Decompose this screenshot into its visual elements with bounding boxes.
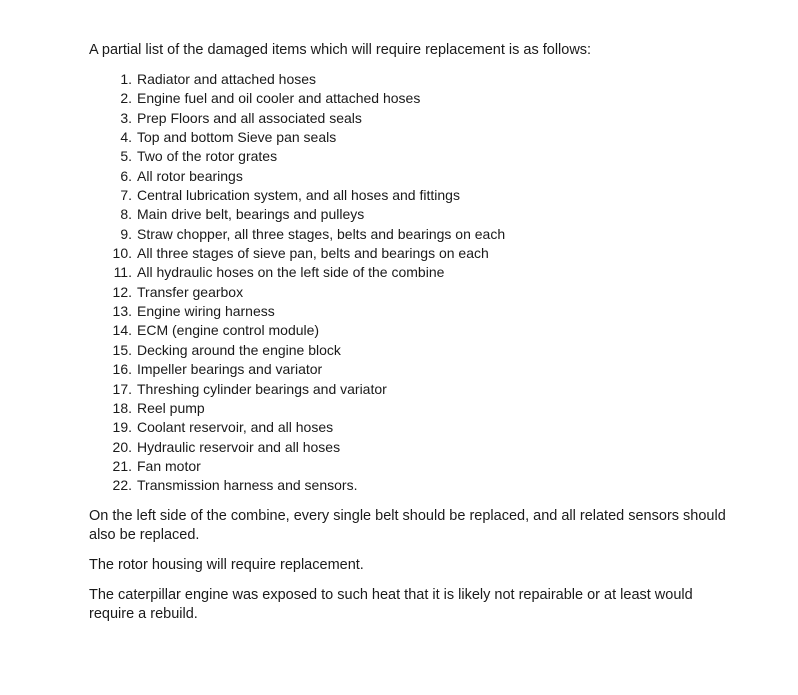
belts-paragraph: On the left side of the combine, every single belt should be replaced, and all related sensors should also be replaced. [89, 507, 726, 543]
list-item [89, 283, 729, 302]
list-item-text: Top and bottom Sieve pan seals [137, 129, 337, 146]
list-item [89, 476, 729, 495]
list-item-number: 16. [112, 361, 132, 378]
intro-paragraph: A partial list of the damaged items which will require replacement is as follows: [89, 42, 592, 58]
list-item-number: 19. [112, 419, 132, 436]
list-item [89, 70, 729, 89]
list-item [89, 380, 729, 399]
list-item-number: 5. [120, 148, 132, 165]
list-item-text: Engine wiring harness [137, 303, 275, 320]
list-item-text: Hydraulic reservoir and all hoses [137, 438, 341, 455]
list-item-number: 9. [120, 225, 132, 242]
list-item [89, 205, 729, 224]
list-item [89, 302, 729, 321]
list-item-number: 21. [112, 457, 132, 474]
engine-paragraph: The caterpillar engine was exposed to such heat that it is likely not repairable or at least would require a rebuild. [89, 586, 693, 622]
list-item-number: 15. [112, 341, 132, 358]
list-item-number: 17. [112, 380, 132, 397]
list-item-text: Engine fuel and oil cooler and attached hoses [137, 90, 421, 107]
list-item-text: All hydraulic hoses on the left side of the combine [137, 264, 445, 281]
list-item [89, 167, 729, 186]
list-item-number: 11. [113, 264, 132, 281]
list-item-text: All three stages of sieve pan, belts and bearings on each [137, 245, 489, 262]
list-item [89, 418, 729, 437]
list-item-text: Central lubrication system, and all hoses and fittings [137, 187, 460, 204]
list-item-number: 3. [120, 109, 132, 126]
list-item-number: 18. [112, 399, 132, 416]
rotor-housing-paragraph: The rotor housing will require replacement. [89, 556, 364, 573]
list-item-number: 20. [112, 438, 132, 455]
list-item [89, 186, 729, 205]
list-item-number: 2. [120, 90, 132, 107]
list-item-text: All rotor bearings [137, 167, 243, 184]
list-item-number: 14. [112, 322, 132, 339]
list-item-number: 22. [112, 477, 132, 494]
list-item-text: Prep Floors and all associated seals [137, 109, 362, 126]
list-item-text: ECM (engine control module) [137, 322, 320, 339]
list-item-number: 7. [120, 187, 132, 204]
list-item [89, 128, 729, 147]
list-item [89, 360, 729, 379]
list-item-text: Radiator and attached hoses [137, 71, 317, 87]
list-item-text: Main drive belt, bearings and pulleys [137, 206, 365, 223]
list-item-text: Coolant reservoir, and all hoses [137, 419, 334, 436]
list-item [89, 89, 729, 108]
list-item-text: Transmission harness and sensors. [137, 477, 358, 494]
list-item [89, 341, 729, 360]
list-item [89, 147, 729, 166]
list-item-number: 10. [112, 245, 132, 262]
list-item [89, 399, 729, 418]
list-item-text: Impeller bearings and variator [137, 361, 323, 378]
list-item-number: 4. [120, 129, 132, 146]
list-item [89, 263, 729, 282]
damaged-items-list [89, 70, 729, 496]
list-item [89, 109, 729, 128]
list-item-number: 6. [120, 167, 132, 184]
list-item-number: 8. [120, 206, 132, 223]
document-page [89, 40, 729, 624]
list-item [89, 321, 729, 340]
list-item-number: 12. [112, 283, 132, 300]
list-item-text: Straw chopper, all three stages, belts and bearings on each [137, 225, 506, 242]
list-item [89, 244, 729, 263]
list-item-text: Fan motor [137, 457, 201, 474]
list-item [89, 225, 729, 244]
list-item-text: Threshing cylinder bearings and variator [137, 380, 387, 397]
list-item-text: Transfer gearbox [137, 283, 244, 300]
list-item-text: Reel pump [137, 399, 205, 416]
list-item-text: Two of the rotor grates [137, 148, 278, 165]
list-item-text: Decking around the engine block [137, 341, 341, 358]
list-item-number: 1. [120, 71, 132, 87]
list-item [89, 457, 729, 476]
list-item [89, 438, 729, 457]
list-item-number: 13. [112, 303, 132, 320]
